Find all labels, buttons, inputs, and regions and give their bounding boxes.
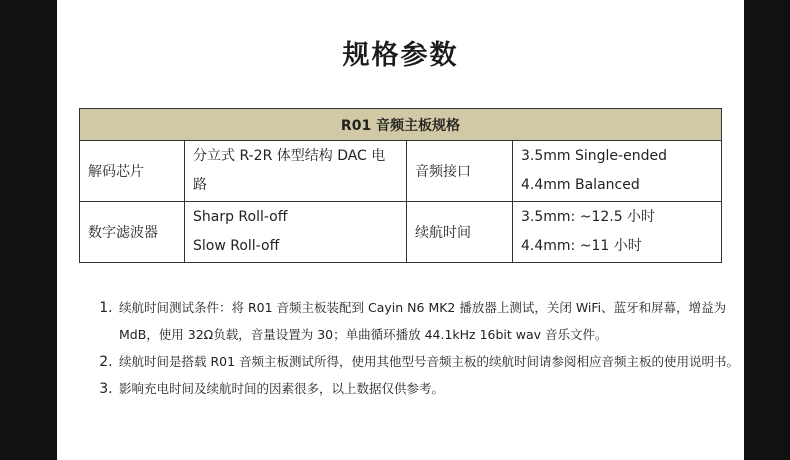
cell-line: Slow Roll-off <box>193 238 280 254</box>
note-item: 3. 影响充电时间及续航时间的因素很多，以上数据仅供参考。 <box>117 375 767 402</box>
content-card <box>57 0 744 460</box>
cell-line: 3.5mm: ~12.5 小时 <box>521 209 656 225</box>
table-header-row <box>80 109 722 141</box>
notes-list <box>79 294 767 402</box>
table-header: R01 音频主板规格 <box>80 109 722 141</box>
cell-value-filter <box>185 202 407 263</box>
cell-label-filter: 数字滤波器 <box>80 202 185 263</box>
note-item: 1. 续航时间测试条件：将 R01 音频主板装配到 Cayin N6 MK2 播放器上测试，关闭 WiFi、蓝牙和屏幕，增益为 MdB，使用 32Ω负载，音量设置为 30；单曲循环播放 44.1kHz 16bit wav 音乐文件。 <box>117 294 767 348</box>
cell-value-decoder <box>185 141 407 202</box>
cell-value-battery <box>513 202 722 263</box>
cell-line: 分立式 R-2R 体型结构 DAC 电路 <box>193 148 386 193</box>
cell-line: 4.4mm: ~11 小时 <box>521 238 642 254</box>
cell-value-audio-port <box>513 141 722 202</box>
cell-label-battery: 续航时间 <box>407 202 513 263</box>
cell-line: 3.5mm Single-ended <box>521 148 667 164</box>
cell-line: Sharp Roll-off <box>193 209 288 225</box>
note-item: 2. 续航时间是搭载 R01 音频主板测试所得，使用其他型号音频主板的续航时间请参阅相应音频主板的使用说明书。 <box>117 348 767 375</box>
table-row <box>80 202 722 263</box>
spec-table <box>79 108 722 263</box>
page-title: 规格参数 <box>342 40 459 71</box>
cell-label-audio-port: 音频接口 <box>407 141 513 202</box>
cell-label-decoder: 解码芯片 <box>80 141 185 202</box>
cell-line: 4.4mm Balanced <box>521 177 640 193</box>
table-row <box>80 141 722 202</box>
